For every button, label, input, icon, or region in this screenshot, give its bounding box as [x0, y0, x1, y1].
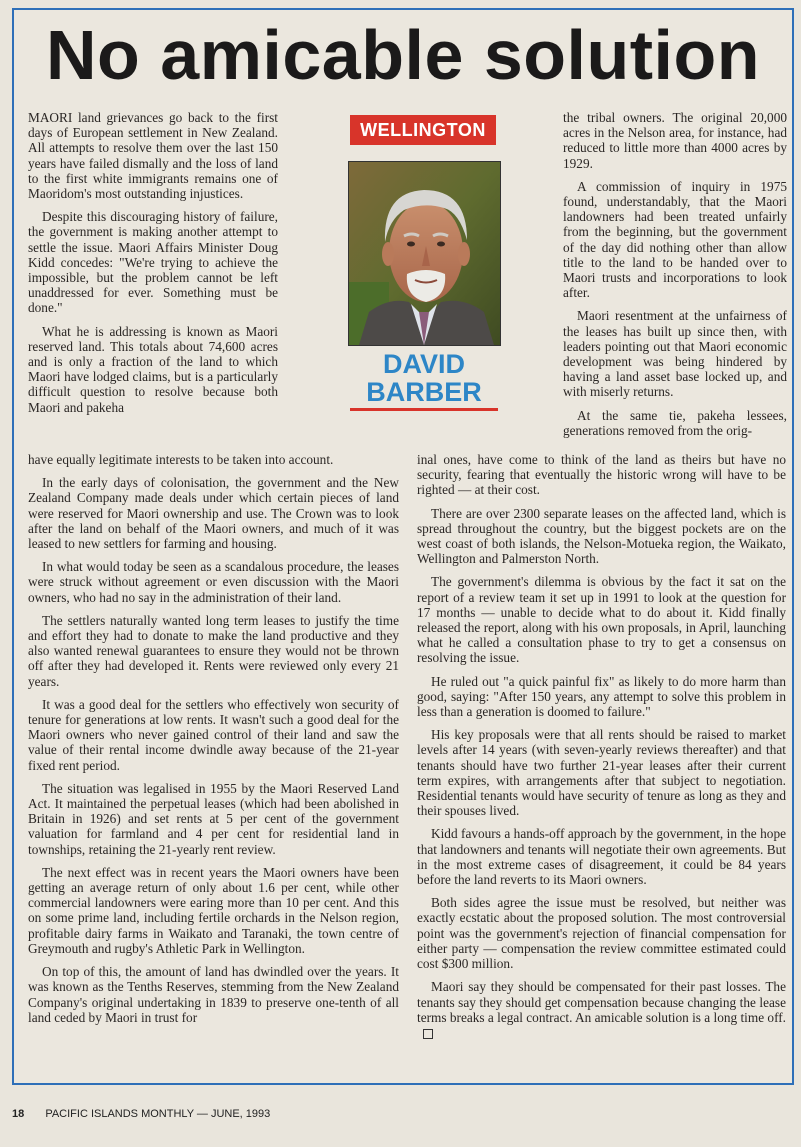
paragraph: The situation was legalised in 1955 by the Maori Reserved Land Act. It maintained the perpetual leases (which had been abolished in Britain in 1926) and set rents at 5 per cent of the government valuation for farmland and 4 per cent for residential land in townships, retaining the 21-yearly rent review.	[28, 780, 399, 857]
author-byline	[350, 350, 498, 406]
column-left-top	[28, 110, 278, 423]
paragraph	[417, 979, 786, 1040]
paragraph: On top of this, the amount of land has dwindled over the years. It was known as the Tenths Reserves, stemming from the New Zealand Company's original undertaking in 1839 to preserve one-tenth of all land ceded by Maori in trust for	[28, 964, 399, 1025]
location-tag: WELLINGTON	[350, 115, 496, 145]
paragraph: What he is addressing is known as Maori reserved land. This totals about 74,600 acres and is only a fraction of the land to which Maori have lodged claims, but is a particularly difficult question to resolve because both Maori and pakeha	[28, 323, 278, 415]
headline: No amicable solution	[46, 16, 760, 94]
paragraph: At the same tie, pakeha lessees, generations removed from the orig-	[563, 407, 787, 438]
paragraph: His key proposals were that all rents should be raised to market levels after 14 years (with seven-yearly reviews thereafter) and that tenants should have two further 21-year leases after their current term expires, with arrangements after that subject to negotiation. Residential tenants would have security of tenure as long as they and their spouses lived.	[417, 727, 786, 819]
author-first-name: DAVID	[382, 349, 465, 379]
closing-paragraph-text: Maori say they should be compensated for their past losses. The tenants say they should get compensation because changing the lease terms breaks a legal contract. An amicable solution is a long time off.	[417, 979, 787, 1025]
paragraph: There are over 2300 separate leases on the affected land, which is spread throughout the country, but the biggest pockets are on the west coast of both islands, the Nelson-Motueka region, the Waikato, Wellington and Palmerston North.	[417, 505, 786, 567]
paragraph: Despite this discouraging history of failure, the government is making another attempt to settle the issue. Maori Affairs Minister Doug Kidd concedes: "We're trying to achieve the impossible, but the problem cannot be left unaddressed for ever. Something must be done."	[28, 209, 278, 316]
page-number: 18	[12, 1108, 25, 1120]
column-right	[417, 452, 786, 1048]
paragraph: The next effect was in recent years the Maori owners have been getting an average return of only about 1.6 per cent, while other commercial landowners were earing more than 10 per cent. And this on some prime land, including fertile orchards in the Nelson region, profitable dairy farms in Waikato and Taranaki, the town centre of Greymouth and rugby's Athletic Park in Wellington.	[28, 864, 399, 956]
paragraph: It was a good deal for the settlers who effectively won security of tenure for generations at low rents. It wasn't such a good deal for the Maori owners who never gained control of their land and saw the value of their rental income dwindle away because of the 21-year fixed rent period.	[28, 696, 399, 773]
author-last-name: BARBER	[366, 377, 482, 407]
end-mark-icon	[423, 1029, 433, 1039]
portrait-image	[349, 162, 500, 345]
column-right-top	[563, 110, 787, 446]
paragraph: inal ones, have come to think of the land as theirs but have no security, fearing that eventually the historic wrong will have to be righted — at their cost.	[417, 452, 786, 498]
publication-info: PACIFIC ISLANDS MONTHLY — JUNE, 1993	[45, 1108, 271, 1120]
page-footer	[12, 1108, 792, 1120]
paragraph: MAORI land grievances go back to the first days of European settlement in New Zealand. All attempts to resolve them over the last 150 years have failed dismally and the loss of land to the first white immigrants remains one of Maoridom's most outstanding injustices.	[28, 110, 278, 202]
paragraph: Maori resentment at the unfairness of the leases has built up since then, with leaders pointing out that Maori economic development was being hindered by having a land asset base locked up, and with miserly returns.	[563, 308, 787, 400]
column-left	[28, 452, 399, 1033]
paragraph: the tribal owners. The original 20,000 acres in the Nelson area, for instance, had reduced to little more than 4000 acres by 1929.	[563, 110, 787, 171]
paragraph: He ruled out "a quick painful fix" as likely to do more harm than good, saying: "After 150 years, any attempt to solve this problem in less than a generation is doomed to failure."	[417, 673, 786, 720]
paragraph: A commission of inquiry in 1975 found, understandably, that the Maori landowners had been treated unfairly from the beginning, but the government of the day did nothing other than allow title to the land to be handed over to Maori trusts and incorporations to look after.	[563, 178, 787, 301]
author-photo	[348, 161, 501, 346]
paragraph: Kidd favours a hands-off approach by the government, in the hope that landowners and tenants will negotiate their own agreements. But in the most extreme cases of disagreement, it could be 84 years before the land reverts to its Maori owners.	[417, 826, 786, 888]
paragraph: The government's dilemma is obvious by the fact it sat on the report of a review team it set up in 1991 to look at the question for 17 months — unable to decide what to do about it. Kidd finally released the report, along with his own proposals, in April, launching what he called a consultation phase to try to get a consensus on resolving the issue.	[417, 574, 786, 666]
paragraph: have equally legitimate interests to be taken into account.	[28, 452, 334, 467]
paragraph: In the early days of colonisation, the government and the New Zealand Company made deals under which certain pieces of land were reserved for Maori ownership and use. The Crown was to look after the land on behalf of the Maori owners, and much of it was leased to new settlers for farming and housing.	[28, 475, 399, 552]
paragraph: Both sides agree the issue must be resolved, but neither was exactly ecstatic about the proposed solution. The most controversial point was the government's rejection of financial compensation for either party — compensation the review committee estimated could cost $300 million.	[417, 895, 786, 972]
paragraph: The settlers naturally wanted long term leases to justify the time and effort they had to donate to make the land productive and they also wanted renewal guarantees to ensure they would not be thrown off after they had developed it. Rents were reviewed only every 21 years.	[28, 612, 399, 689]
paragraph: In what would today be seen as a scandalous procedure, the leases were struck without agreement or even discussion with the Maori owners, who had no say in the administration of their land.	[28, 559, 399, 605]
byline-divider	[350, 408, 498, 411]
